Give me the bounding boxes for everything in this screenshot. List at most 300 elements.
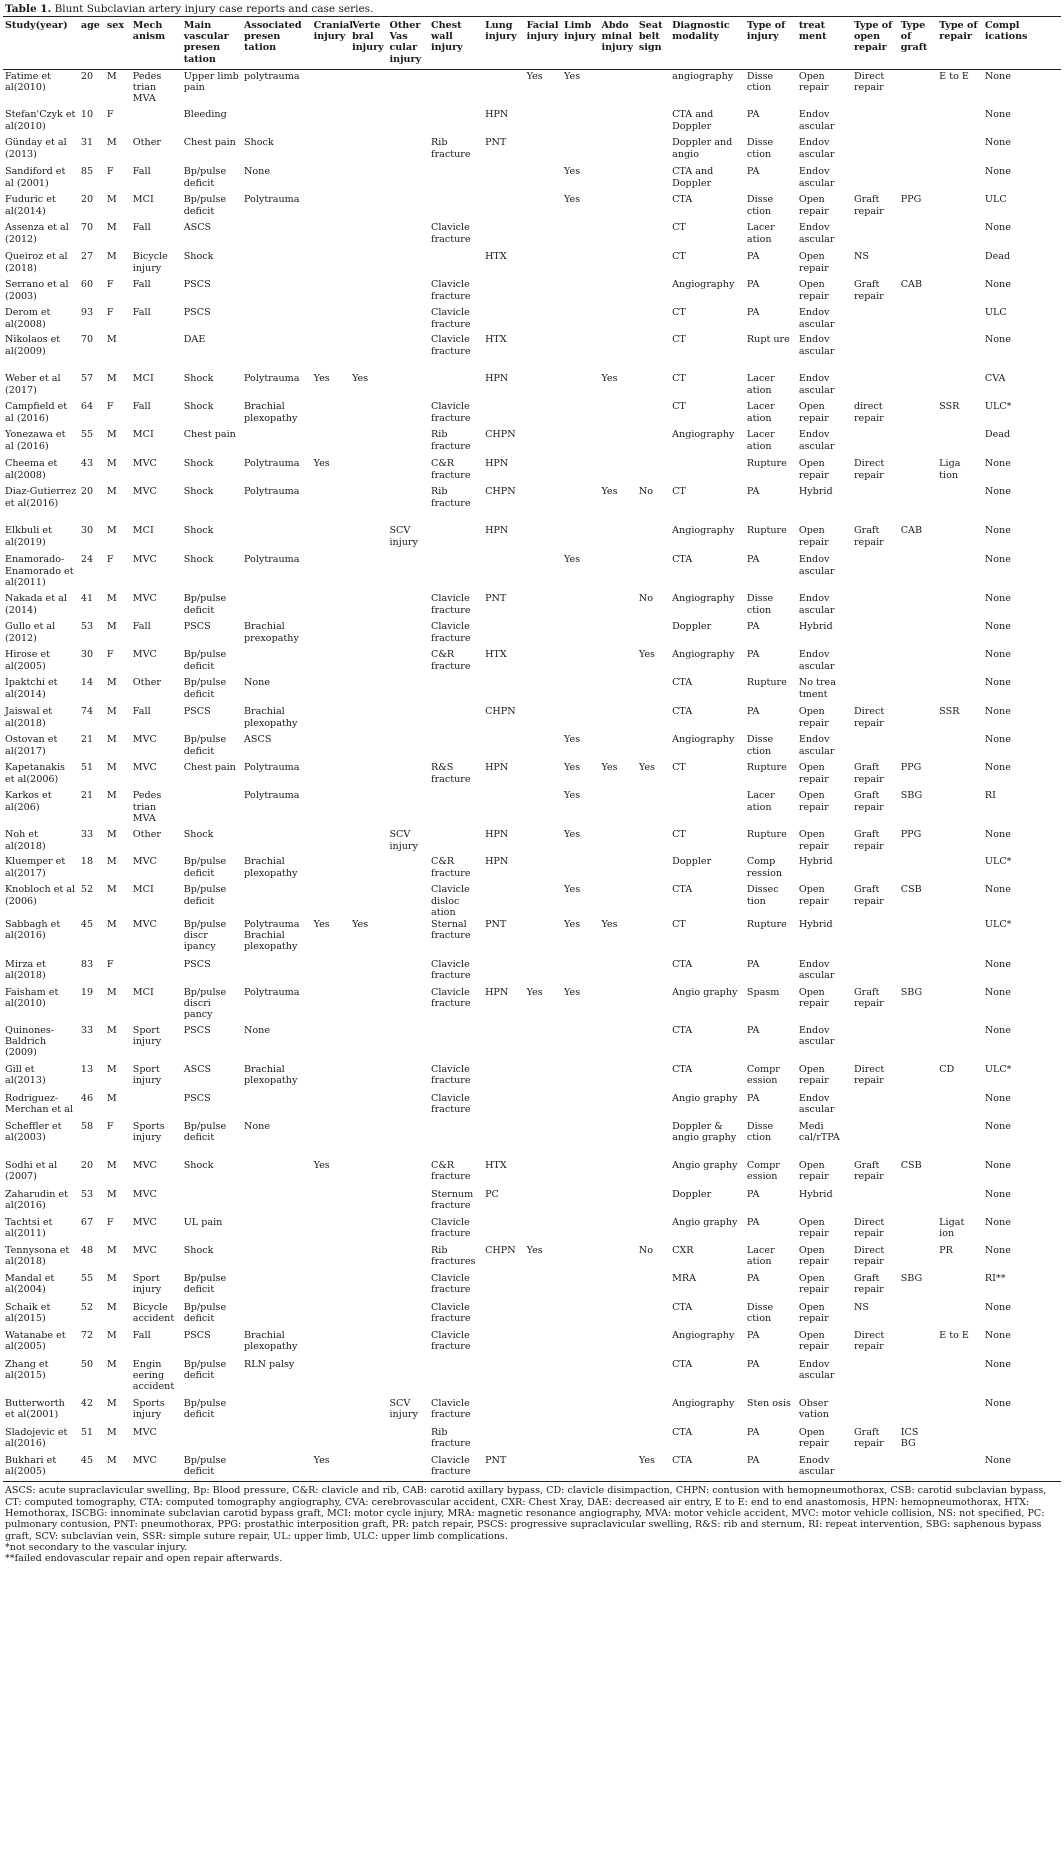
table-cell bbox=[525, 165, 562, 193]
table-cell: Open repair bbox=[798, 1244, 829, 1268]
table-cell bbox=[312, 1092, 350, 1120]
column-header: Seat belt sign bbox=[637, 17, 670, 70]
table-cell bbox=[429, 165, 483, 193]
table-row bbox=[3, 1092, 1061, 1120]
table-cell bbox=[387, 485, 429, 524]
table-cell: PA bbox=[746, 109, 760, 121]
footnote-line: ASCS: acute supraclavicular swelling, Bp: Blood pressure, C&R: clavicle and rib, CAB: carotid axillary bypass, CD: clavicle disimpaction, CHPN: contusion with hemopneumothorax, CSB: carotid subclavian bypass, CT: computed tomography, CTA: computed tomography angiography, CVA: cerebrovascular accident, CXR: Chest Xray, DAE: decreased air entry, E to E: end to end anastomosis, HPN: hemopneumothorax, HTX: Hemothorax, ISCBG: innominate subclavian carotid bypass graft, MCI: motor cycle injury, MRA: magnetic resonance angiography, MVA: motor vehicle accident, MVC: motor vehicle collision, NS: not specified, PC: pulmonary contusion, PNT: pneumothorax, PPG: prostathic interposition graft, PR: patch repair, PSCS: progressive supraclavicular swelling, R&S: rib and sternum, RI: repeat intervention, SBG: saphenous bypass graft, SCV: subclavian vein, SSR: simple suture repair, UL: upper limb, ULC: upper limb complications. bbox=[5, 1485, 1047, 1542]
table-cell: Shock bbox=[183, 458, 214, 470]
table-cell: ULC* bbox=[984, 401, 1012, 413]
table-cell: Rib fracture bbox=[431, 429, 471, 452]
table-cell bbox=[350, 485, 387, 524]
table-cell bbox=[312, 1272, 350, 1301]
table-cell: PA bbox=[746, 1329, 760, 1341]
table-cell bbox=[670, 457, 745, 485]
column-header: sex bbox=[105, 17, 131, 70]
table-cell bbox=[852, 592, 899, 620]
table-cell: Shock bbox=[183, 486, 214, 498]
table-cell bbox=[525, 918, 562, 958]
table-cell bbox=[637, 705, 670, 733]
table-cell: MVC bbox=[132, 1159, 157, 1171]
table-cell: PA bbox=[746, 307, 760, 319]
table-cell bbox=[242, 883, 312, 918]
table-cell bbox=[312, 278, 350, 306]
table-cell: HPN bbox=[485, 109, 509, 121]
table-cell: None bbox=[984, 884, 1011, 896]
table-cell: MVC bbox=[132, 1216, 157, 1228]
table-cell: Rupture bbox=[746, 458, 787, 470]
table-cell bbox=[852, 165, 899, 193]
table-cell: M bbox=[106, 222, 117, 234]
table-cell bbox=[937, 1397, 983, 1426]
table-cell: M bbox=[106, 762, 117, 774]
table-cell bbox=[637, 193, 670, 221]
table-cell bbox=[562, 333, 599, 372]
table-cell: Brachial plexopathy bbox=[243, 856, 298, 879]
table-cell bbox=[242, 828, 312, 855]
table-cell: Sabbagh et al(2016) bbox=[5, 918, 61, 942]
table-cell: M bbox=[106, 1244, 117, 1256]
table-cell: Endov ascular bbox=[798, 554, 835, 577]
table-cell bbox=[852, 221, 899, 250]
table-row bbox=[3, 1397, 1061, 1426]
table-cell bbox=[562, 1120, 599, 1159]
table-cell bbox=[937, 165, 983, 193]
table-cell: M bbox=[106, 194, 117, 206]
table-cell: MCI bbox=[132, 525, 154, 537]
table-cell bbox=[350, 1301, 387, 1329]
table-cell: Gill et al(2013) bbox=[5, 1063, 46, 1087]
table-cell bbox=[312, 136, 350, 165]
table-caption-label: Table 1. bbox=[5, 3, 52, 15]
table-cell: Open repair bbox=[798, 829, 829, 852]
table-cell bbox=[852, 485, 899, 524]
table-cell: None bbox=[984, 1024, 1011, 1036]
table-cell bbox=[483, 733, 525, 761]
table-cell: CTA bbox=[670, 1454, 745, 1482]
table-cell bbox=[350, 69, 387, 108]
table-row bbox=[3, 69, 1061, 108]
table-cell: F bbox=[106, 279, 114, 291]
table-cell: SBG bbox=[900, 790, 923, 802]
table-cell: Clavicle fracture bbox=[431, 621, 471, 644]
table-cell bbox=[483, 1272, 525, 1301]
table-cell: 52 bbox=[80, 1301, 94, 1313]
table-cell bbox=[852, 733, 899, 761]
table-cell bbox=[899, 457, 937, 485]
table-cell bbox=[852, 1397, 899, 1426]
table-cell bbox=[350, 1397, 387, 1426]
table-cell bbox=[937, 1272, 983, 1301]
table-cell: Yes bbox=[312, 1454, 350, 1482]
table-cell bbox=[899, 1092, 937, 1120]
table-cell: Clavicle fracture bbox=[431, 222, 471, 245]
table-cell: ASCS bbox=[243, 734, 272, 746]
table-cell: Hybrid bbox=[798, 486, 833, 498]
table-cell: F bbox=[106, 649, 114, 661]
table-cell bbox=[525, 333, 562, 372]
table-cell bbox=[599, 828, 636, 855]
table-cell bbox=[637, 372, 670, 400]
table-cell: 13 bbox=[80, 1063, 94, 1075]
table-cell bbox=[387, 1216, 429, 1244]
table-cell bbox=[242, 1159, 312, 1188]
table-cell: Doppler and angio bbox=[672, 137, 733, 160]
table-cell bbox=[899, 221, 937, 250]
table-cell: Doppler bbox=[672, 856, 712, 868]
table-cell: Bicycle accident bbox=[132, 1301, 175, 1325]
table-cell: Yes bbox=[526, 1244, 543, 1256]
table-cell: None bbox=[984, 1397, 1011, 1409]
table-cell: F bbox=[106, 401, 114, 413]
table-cell: Clavicle fracture bbox=[431, 1216, 471, 1240]
table-cell: No bbox=[638, 1244, 654, 1256]
table-cell: Ligat ion bbox=[939, 1216, 965, 1240]
table-cell: 70 bbox=[80, 334, 94, 346]
table-cell: None bbox=[984, 1120, 1011, 1132]
table-row bbox=[3, 400, 1061, 428]
table-cell bbox=[387, 553, 429, 592]
table-cell bbox=[562, 400, 599, 428]
table-cell: Other bbox=[132, 677, 161, 689]
table-cell: Günday et al (2013) bbox=[5, 137, 67, 160]
table-row bbox=[3, 1024, 1061, 1063]
table-cell: Yes bbox=[564, 986, 581, 998]
table-cell: Polytrauma bbox=[243, 762, 300, 774]
table-cell bbox=[599, 620, 636, 648]
table-cell: HPN bbox=[485, 856, 509, 868]
table-cell: M bbox=[106, 1426, 117, 1438]
table-cell bbox=[637, 1024, 670, 1063]
table-cell bbox=[525, 620, 562, 648]
table-cell bbox=[387, 1301, 429, 1329]
table-cell: MVC bbox=[132, 458, 157, 470]
table-cell bbox=[429, 828, 483, 855]
table-cell bbox=[637, 250, 670, 278]
column-header: age bbox=[79, 17, 105, 70]
table-row bbox=[3, 221, 1061, 250]
table-cell bbox=[937, 986, 983, 1024]
table-cell: HPN bbox=[485, 373, 509, 385]
table-cell: 20 bbox=[80, 194, 94, 206]
table-cell: SCV injury bbox=[389, 829, 418, 852]
table-cell: 20 bbox=[80, 486, 94, 498]
table-cell bbox=[852, 958, 899, 986]
table-cell: Fall bbox=[132, 279, 151, 291]
table-cell bbox=[637, 1426, 670, 1454]
table-cell bbox=[637, 1358, 670, 1397]
table-cell: MCI bbox=[132, 429, 154, 441]
table-cell: Polytrauma Brachial plexopathy bbox=[243, 918, 300, 953]
table-cell bbox=[852, 333, 899, 372]
table-cell bbox=[312, 1244, 350, 1272]
table-cell bbox=[350, 648, 387, 676]
table-cell bbox=[599, 1358, 636, 1397]
table-cell: Open repair bbox=[798, 525, 829, 548]
table-cell bbox=[852, 1120, 899, 1159]
table-row bbox=[3, 761, 1061, 789]
table-cell bbox=[599, 553, 636, 592]
table-cell: M bbox=[106, 458, 117, 470]
table-cell bbox=[387, 958, 429, 986]
table-cell: Other bbox=[132, 829, 161, 841]
table-cell: Rupture bbox=[746, 829, 787, 841]
table-row bbox=[3, 553, 1061, 592]
table-cell: 33 bbox=[80, 829, 94, 841]
table-cell: Open repair bbox=[798, 986, 829, 1010]
table-cell bbox=[350, 1120, 387, 1159]
table-cell: Watanabe et al(2005) bbox=[5, 1329, 66, 1353]
table-row bbox=[3, 705, 1061, 733]
table-cell bbox=[525, 648, 562, 676]
table-cell: Lacer ation bbox=[746, 222, 775, 245]
table-cell: Kluemper et al(2017) bbox=[5, 856, 66, 879]
table-cell bbox=[937, 278, 983, 306]
table-cell bbox=[387, 918, 429, 958]
table-cell: Graft repair bbox=[853, 986, 884, 1010]
table-cell: M bbox=[106, 1159, 117, 1171]
table-cell: C&R fracture bbox=[431, 1159, 471, 1183]
table-cell bbox=[525, 1329, 562, 1358]
table-row bbox=[3, 165, 1061, 193]
table-cell: PSCS bbox=[183, 958, 211, 970]
table-cell: 30 bbox=[80, 525, 94, 537]
table-cell bbox=[525, 485, 562, 524]
table-cell: PA bbox=[746, 1216, 760, 1228]
table-cell bbox=[852, 918, 899, 958]
table-cell: M bbox=[106, 486, 117, 498]
table-cell bbox=[387, 1159, 429, 1188]
table-cell: Ostovan et al(2017) bbox=[5, 734, 58, 757]
table-cell: M bbox=[106, 1188, 117, 1200]
table-cell: Sternal fracture bbox=[431, 918, 471, 942]
table-cell bbox=[637, 136, 670, 165]
table-cell bbox=[350, 278, 387, 306]
table-cell bbox=[483, 883, 525, 918]
table-cell: Angiography bbox=[672, 1329, 735, 1341]
table-cell bbox=[637, 918, 670, 958]
table-cell: Open repair bbox=[798, 1159, 829, 1183]
table-cell: M bbox=[106, 1358, 117, 1370]
table-cell: CHPN bbox=[485, 1244, 516, 1256]
table-cell: Yes bbox=[601, 486, 618, 498]
table-cell bbox=[525, 1063, 562, 1092]
table-cell: 20 bbox=[80, 70, 94, 82]
table-cell: MVC bbox=[132, 593, 157, 605]
table-cell: Derom et al(2008) bbox=[5, 307, 51, 330]
table-cell bbox=[637, 733, 670, 761]
table-cell: Graft repair bbox=[853, 762, 884, 785]
table-cell bbox=[387, 1024, 429, 1063]
table-cell bbox=[599, 676, 636, 705]
table-cell: None bbox=[984, 109, 1011, 121]
table-cell: 60 bbox=[80, 279, 94, 291]
table-cell: M bbox=[106, 986, 117, 998]
table-cell bbox=[852, 676, 899, 705]
table-cell bbox=[637, 457, 670, 485]
table-cell: Clavicle disloc ation bbox=[431, 884, 470, 918]
table-cell: Angiography bbox=[672, 429, 735, 441]
table-cell: PA bbox=[746, 1426, 760, 1438]
table-cell: M bbox=[106, 334, 117, 346]
table-cell bbox=[483, 69, 525, 108]
table-cell bbox=[429, 193, 483, 221]
table-cell bbox=[350, 958, 387, 986]
table-cell: Angio graphy bbox=[672, 1216, 738, 1228]
table-cell bbox=[525, 372, 562, 400]
table-cell: Brachial prexopathy bbox=[243, 621, 299, 644]
table-cell bbox=[937, 221, 983, 250]
table-cell bbox=[387, 1188, 429, 1216]
table-cell: CTA bbox=[672, 677, 693, 689]
table-cell bbox=[350, 428, 387, 457]
table-cell: Yes bbox=[352, 918, 369, 930]
table-cell: M bbox=[106, 1397, 117, 1409]
table-cell: Sladojevic et al(2016) bbox=[5, 1426, 68, 1450]
table-cell: 48 bbox=[80, 1244, 94, 1256]
table-cell bbox=[899, 1024, 937, 1063]
table-cell: Fall bbox=[132, 222, 151, 234]
column-header: Lung injury bbox=[483, 17, 525, 70]
table-cell bbox=[312, 250, 350, 278]
table-cell: Pedes trian MVA bbox=[132, 790, 162, 824]
table-cell bbox=[852, 553, 899, 592]
table-cell: None bbox=[984, 621, 1011, 633]
table-cell bbox=[852, 306, 899, 333]
table-cell bbox=[312, 648, 350, 676]
table-cell: M bbox=[106, 1329, 117, 1341]
table-cell: Yes bbox=[313, 458, 330, 470]
table-cell bbox=[429, 108, 483, 136]
table-cell: C&R fracture bbox=[431, 856, 471, 879]
table-cell bbox=[312, 1188, 350, 1216]
table-cell: None bbox=[984, 986, 1011, 998]
table-cell: Clavicle fracture bbox=[431, 307, 471, 330]
table-cell: Chest pain bbox=[183, 429, 236, 441]
table-cell: Sports injury bbox=[132, 1120, 165, 1144]
table-cell: HPN bbox=[485, 829, 509, 841]
table-row bbox=[3, 1188, 1061, 1216]
table-cell bbox=[562, 1024, 599, 1063]
table-cell bbox=[242, 1244, 312, 1272]
table-cell: 46 bbox=[80, 1092, 94, 1104]
table-cell bbox=[312, 592, 350, 620]
table-cell bbox=[242, 250, 312, 278]
table-cell: None bbox=[984, 486, 1011, 498]
table-cell bbox=[852, 1358, 899, 1397]
table-cell: 42 bbox=[80, 1397, 94, 1409]
table-cell: HTX bbox=[485, 1159, 507, 1171]
table-cell: Graft repair bbox=[853, 884, 884, 907]
table-row bbox=[3, 428, 1061, 457]
table-cell: Sport injury bbox=[132, 1063, 162, 1087]
table-cell: Clavicle fracture bbox=[431, 593, 471, 616]
table-cell bbox=[899, 1188, 937, 1216]
table-cell: Yes bbox=[526, 70, 543, 82]
table-cell bbox=[562, 1092, 599, 1120]
table-cell: HTX bbox=[485, 251, 507, 263]
table-cell bbox=[562, 1301, 599, 1329]
table-cell: CTA bbox=[672, 1063, 693, 1075]
table-cell bbox=[350, 705, 387, 733]
table-cell bbox=[599, 883, 636, 918]
table-cell: Yes bbox=[601, 762, 618, 774]
table-cell: Dead bbox=[984, 251, 1011, 263]
table-cell: PA bbox=[746, 1092, 760, 1104]
table-cell: None bbox=[984, 1216, 1011, 1228]
table-cell bbox=[899, 1329, 937, 1358]
table-cell bbox=[937, 733, 983, 761]
table-cell: Weber et al (2017) bbox=[5, 373, 61, 396]
table-cell bbox=[483, 165, 525, 193]
table-cell: Bp/pulse deficit bbox=[183, 649, 227, 672]
table-cell bbox=[599, 1120, 636, 1159]
table-cell bbox=[312, 553, 350, 592]
table-cell: Sports injury bbox=[132, 1397, 165, 1421]
table-cell: HTX bbox=[485, 334, 507, 346]
table-cell bbox=[387, 278, 429, 306]
table-cell: CT bbox=[672, 486, 686, 498]
table-cell: Compr ession bbox=[746, 1063, 780, 1087]
table-cell bbox=[852, 620, 899, 648]
table-cell: Scheffler et al(2003) bbox=[5, 1120, 62, 1144]
table-row bbox=[3, 372, 1061, 400]
table-cell bbox=[637, 1301, 670, 1329]
table-caption-text: Blunt Subclavian artery injury case reports and case series. bbox=[51, 3, 374, 15]
table-cell: M bbox=[106, 1024, 117, 1036]
table-cell: CHPN bbox=[485, 429, 516, 441]
table-cell: Hybrid bbox=[798, 918, 833, 930]
table-cell bbox=[387, 306, 429, 333]
table-cell bbox=[599, 789, 636, 828]
table-cell bbox=[312, 733, 350, 761]
table-cell: Rodriguez-Merchan et al bbox=[5, 1092, 73, 1116]
table-cell: Medi cal/rTPA bbox=[798, 1120, 840, 1144]
table-cell: Clavicle fracture bbox=[431, 1063, 471, 1087]
table-cell: Shock bbox=[183, 829, 214, 841]
table-cell bbox=[242, 278, 312, 306]
table-cell: PPG bbox=[900, 762, 922, 774]
table-cell: None bbox=[984, 734, 1011, 746]
table-cell: None bbox=[243, 1024, 271, 1036]
table-cell bbox=[899, 648, 937, 676]
table-cell bbox=[637, 1216, 670, 1244]
table-cell: Shock bbox=[183, 525, 214, 537]
table-cell: PC bbox=[485, 1188, 499, 1200]
table-cell: CT bbox=[672, 762, 686, 774]
table-cell: DAE bbox=[183, 334, 206, 346]
table-cell bbox=[937, 1301, 983, 1329]
table-cell: PA bbox=[745, 1454, 797, 1482]
table-cell bbox=[937, 855, 983, 883]
table-cell bbox=[429, 1024, 483, 1063]
table-cell bbox=[350, 883, 387, 918]
table-cell: PSCS bbox=[183, 307, 211, 319]
table-cell: Angiography bbox=[672, 734, 735, 746]
table-cell bbox=[525, 524, 562, 553]
table-cell bbox=[599, 278, 636, 306]
table-cell bbox=[599, 1188, 636, 1216]
table-cell bbox=[525, 761, 562, 789]
table-cell: CT bbox=[672, 334, 686, 346]
column-header: Other Vas cular injury bbox=[387, 17, 429, 70]
table-cell bbox=[899, 676, 937, 705]
table-cell bbox=[937, 1426, 983, 1454]
table-cell bbox=[562, 372, 599, 400]
table-cell: Disse ction bbox=[746, 1301, 774, 1325]
table-cell: CT bbox=[672, 222, 686, 234]
table-cell: CTA bbox=[672, 958, 693, 970]
